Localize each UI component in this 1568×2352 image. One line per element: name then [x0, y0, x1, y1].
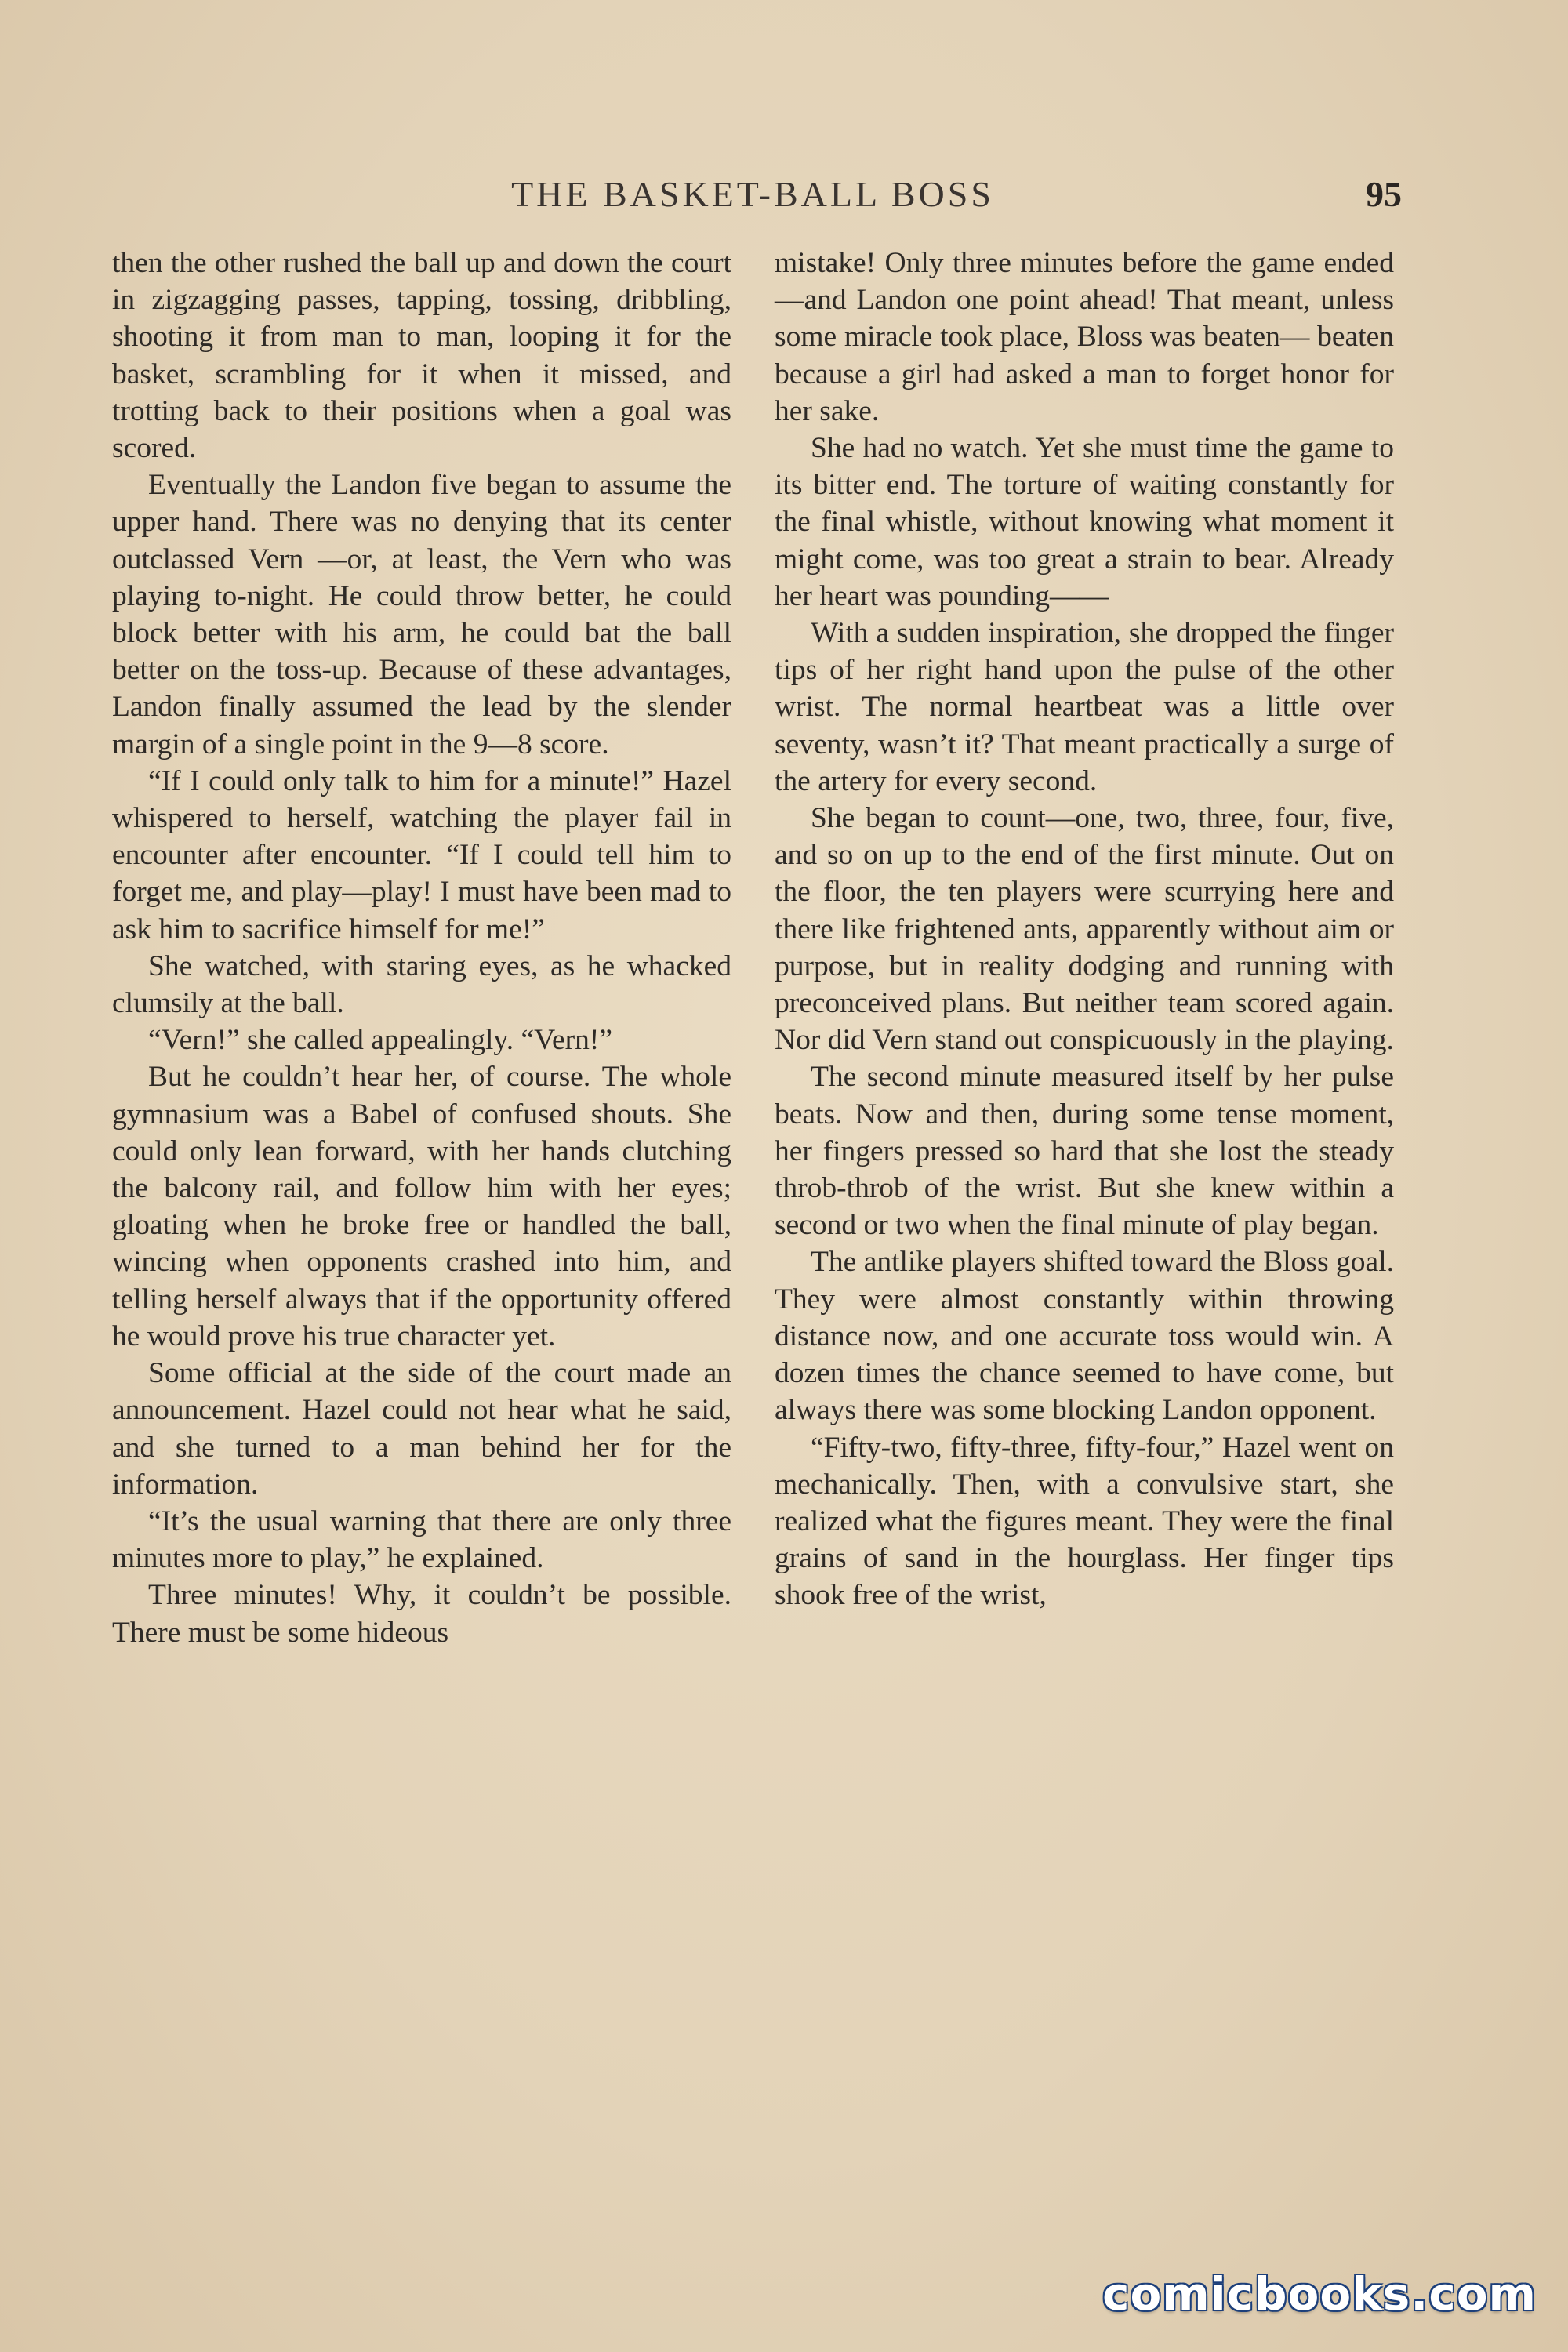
paragraph: She began to count—one, two, three, four, five, and so on up to the end of the first minute. Out on the floor, the ten players were scurrying here and there like frightened ants, apparently without aim or purpose, but in reality dodging and running with preconceived plans. But neither team scored again. Nor did Vern stand out conspicuously in the playing.	[775, 802, 1394, 1057]
paragraph: “It’s the usual warning that there are only three minutes more to play,” he explained.	[112, 1504, 731, 1575]
paragraph: Some official at the side of the court made an announcement. Hazel could not hear what he said, and she turned to a man behind her for the information.	[112, 1357, 731, 1501]
paragraph: The antlike players shifted toward the Bloss goal. They were almost constantly within throwing distance now, and one accurate toss would win. A dozen times the chance seemed to have come, but always there was some blocking Landon opponent.	[775, 1246, 1394, 1427]
paragraph: “Vern!” she called appealingly. “Vern!”	[148, 1024, 613, 1057]
paragraph: Eventually the Landon five began to assume the upper hand. There was no denying that its center outclassed Vern —or, at least, the Vern who was playing to-night. He could throw better, he could block better with his arm, he could bat the ball better on the toss-up. Because of these advantages, Landon finally assumed the lead by the slender margin of a single point in the 9—8 score.	[112, 469, 731, 760]
paragraph: “Fifty-two, fifty-three, fifty-four,” Hazel went on mechanically. Then, with a convulsive start, she realized what the figures meant. They were the final grains of sand in the hourglass. Her finger tips shook free of the wrist,	[775, 1431, 1394, 1612]
paragraph: then the other rushed the ball up and down the court in zigzagging passes, tapping, tossing, dribbling, shooting it from man to man, looping it for the basket, scrambling for it when it missed, and trotting back to their positions when a goal was scored.	[112, 247, 731, 465]
paragraph: Three minutes! Why, it couldn’t be possible. There must be some hideous	[112, 1579, 731, 1649]
paragraph: She had no watch. Yet she must time the game to its bitter end. The torture of waiting constantly for the final whistle, without knowing what moment it might come, was too great a strain to bear. Already her heart was pounding——	[775, 432, 1394, 612]
paragraph: The second minute measured itself by her pulse beats. Now and then, during some tense moment, her fingers pressed so hard that she lost the steady throb-throb of the wrist. But she knew within a second or two when the final minute of play began.	[775, 1061, 1394, 1242]
paragraph: She watched, with staring eyes, as he whacked clumsily at the ball.	[112, 949, 731, 1020]
watermark-logo: comicbooks.com	[1102, 2267, 1537, 2321]
paragraph: “If I could only talk to him for a minute!” Hazel whispered to herself, watching the player fail in encounter after encounter. “If I could tell him to forget me, and play—play! I must have been mad to ask him to sacrifice himself for me!”	[112, 764, 731, 946]
page-header	[110, 171, 1402, 218]
running-title: THE BASKET-BALL BOSS	[511, 174, 994, 214]
paragraph: mistake! Only three minutes before the game ended—and Landon one point ahead! That meant, unless some miracle took place, Bloss was beaten— beaten because a girl had asked a man to forget honor for her sake.	[775, 247, 1394, 427]
page-number: 95	[1366, 174, 1402, 214]
left-column	[112, 245, 731, 1651]
paragraph: But he couldn’t hear her, of course. The whole gymnasium was a Babel of confused shouts. She could only lean forward, with her hands clutching the balcony rail, and follow him with her eyes; gloating when he broke free or handled the ball, wincing when opponents crashed into him, and telling herself always that if the opportunity offered he would prove his true character yet.	[112, 1061, 731, 1352]
paragraph: With a sudden inspiration, she dropped the finger tips of her right hand upon the pulse of the other wrist. The normal heartbeat was a little over seventy, wasn’t it? That meant practically a surge of the artery for every second.	[775, 617, 1394, 797]
right-column	[775, 245, 1394, 1614]
